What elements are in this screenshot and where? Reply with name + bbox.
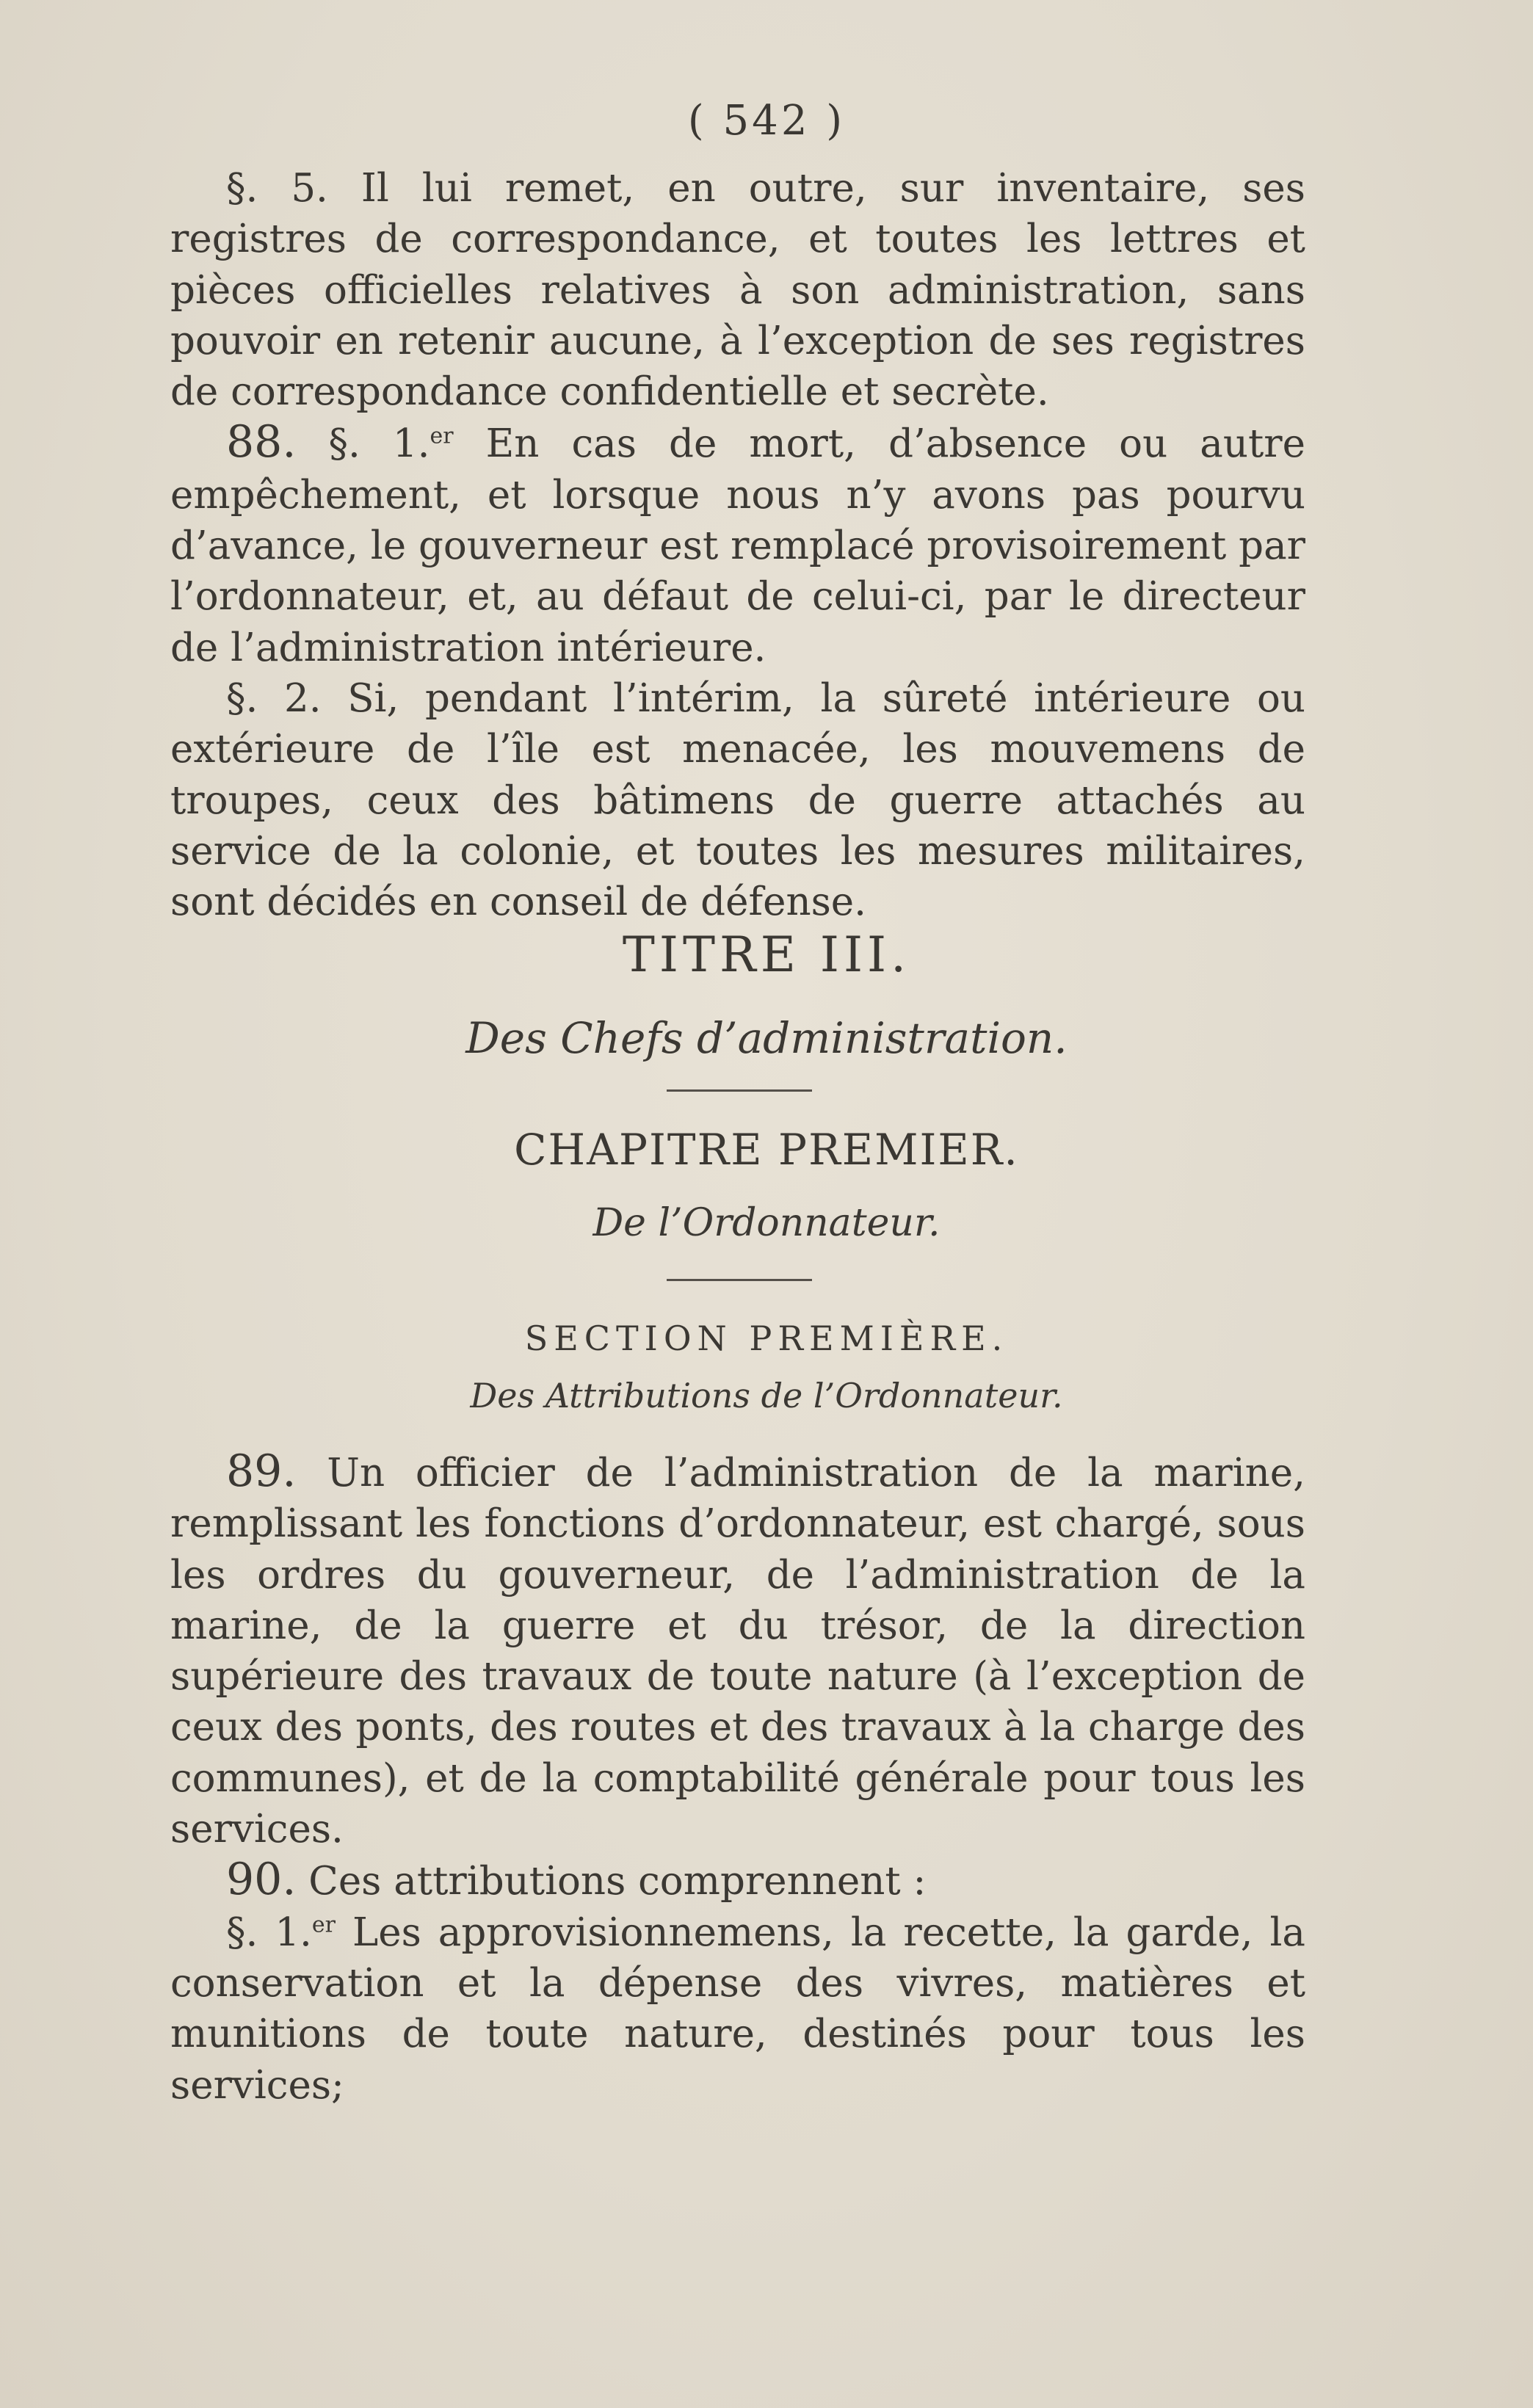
paragraph-article-89 xyxy=(170,1446,1305,1854)
text-block-top xyxy=(170,163,1305,927)
article-number: 89. xyxy=(226,1446,297,1497)
paragraph-article-90-section-1 xyxy=(170,1907,1305,2111)
section-heading: SECTION PREMIÈRE. xyxy=(524,1319,1009,1358)
paragraph-section-2 xyxy=(170,673,1305,927)
paragraph-text: Un officier de l’administration de la marine, remplissant les fonctions d’ordonnateur, est chargé, sous les ordres du gouverneur, de l’administration de la marine, de la guerre et du trésor, de la direction supérieure des travaux de toute nature (à l’exception de ceux des ponts, des routes et des travaux à la charge des communes), et de la comptabilité générale pour tous les services. xyxy=(170,1451,1305,1852)
titre-subtitle: Des Chefs d’administration. xyxy=(465,1013,1068,1063)
paragraph-text: §. 2. Si, pendant l’intérim, la sûreté intérieure ou extérieure de l’île est menacée, les mouvemens de troupes, ceux des bâtimens de guerre attachés au service de la colonie, et toutes les mesures militaires, sont décidés en conseil de défense. xyxy=(170,675,1305,925)
section-mark: §. 1. xyxy=(296,421,430,467)
chapitre-heading: CHAPITRE PREMIER. xyxy=(514,1125,1019,1175)
section-subtitle: Des Attributions de l’Ordonnateur. xyxy=(470,1376,1063,1415)
page-number: ( 542 ) xyxy=(687,97,846,145)
divider-rule xyxy=(667,1279,812,1281)
paragraph-text: Les approvisionnemens, la recette, la garde, la conservation et la dépense des vivres, matières et munitions de toute nature, destinés pour tous les services; xyxy=(170,1910,1305,2108)
section-mark: §. 1. xyxy=(226,1910,312,1955)
paragraph-text: En cas de mort, d’absence ou autre empêchement, et lorsque nous n’y avons pas pourvu d’avance, le gouverneur est remplacé provisoirement par l’ordonnateur, et, au défaut de celui-ci, par le directeur de l’administration intérieure. xyxy=(170,421,1306,670)
paragraph-text: Ces attributions comprennent : xyxy=(296,1859,927,1904)
article-number: 88. xyxy=(226,416,297,468)
paragraph-article-90 xyxy=(170,1854,1305,1907)
text-block-bottom xyxy=(170,1446,1305,2111)
ordinal-superscript: er xyxy=(430,423,454,449)
paragraph-text: §. 5. Il lui remet, en outre, sur inventaire, ses registres de correspondance, et toutes les lettres et pièces officielles relatives à son administration, sans pouvoir en retenir aucune, à l’exception de ses registres de correspondance confidentielle et secrète. xyxy=(170,166,1305,415)
divider-rule xyxy=(667,1089,812,1092)
paragraph-section-5 xyxy=(170,163,1305,417)
titre-heading: TITRE III. xyxy=(622,926,911,983)
ordinal-superscript: er xyxy=(311,1912,336,1938)
paragraph-article-88 xyxy=(170,417,1305,672)
chapitre-subtitle: De l’Ordonnateur. xyxy=(592,1201,941,1245)
article-number: 90. xyxy=(226,1854,297,1906)
